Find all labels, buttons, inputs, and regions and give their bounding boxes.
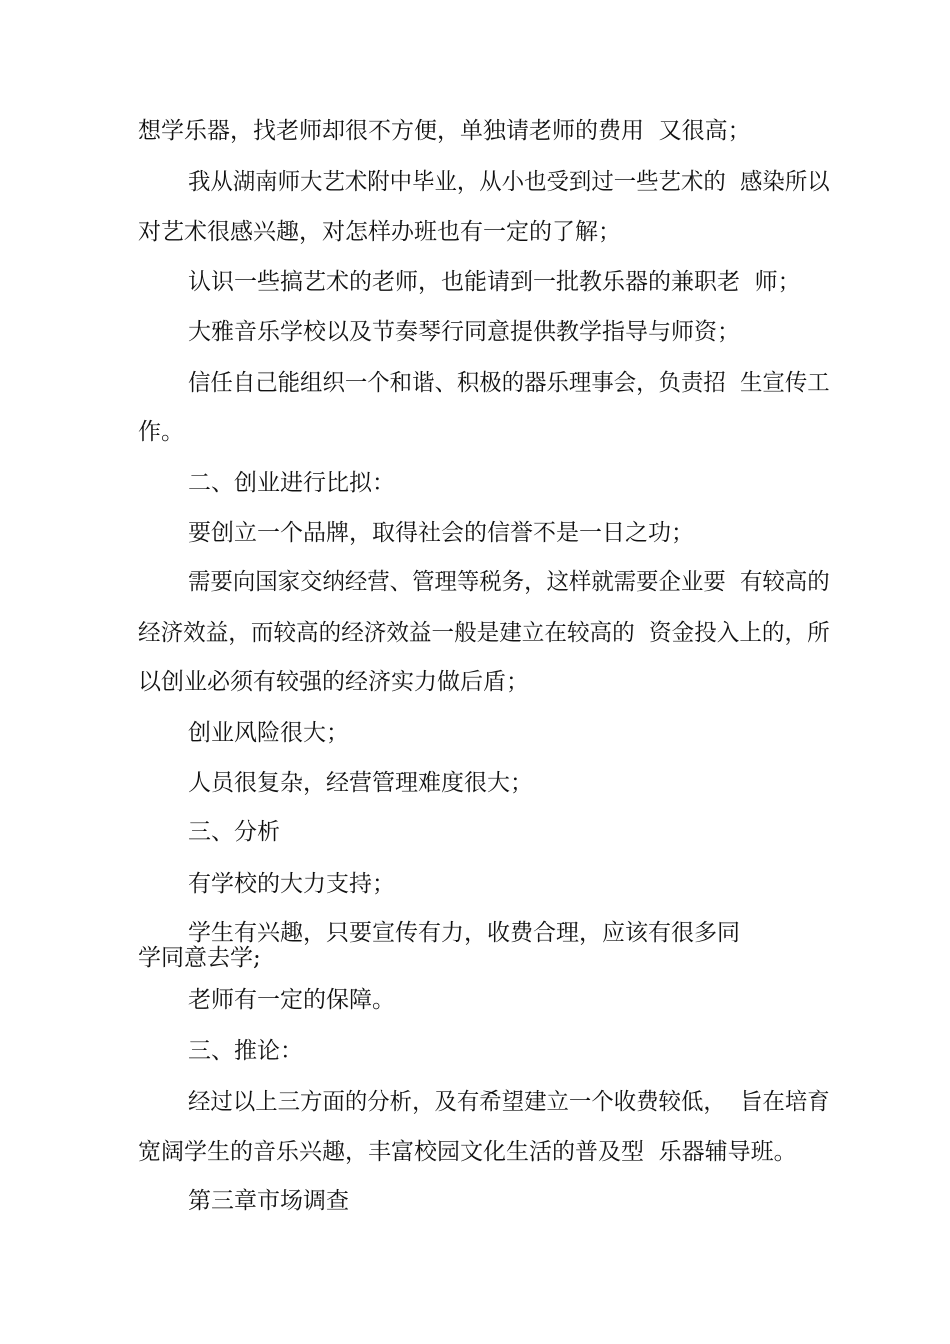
section-heading: 三、推论： xyxy=(188,1038,303,1064)
text-line: 认识一些搞艺术的老师，也能请到一批教乐器的兼职老 师； xyxy=(188,269,801,295)
text-line: 以创业必须有较强的经济实力做后盾； xyxy=(138,669,529,695)
text-line: 人员很复杂，经营管理难度很大； xyxy=(188,770,533,796)
text-line: 经济效益，而较高的经济效益一般是建立在较高的 资金投入上的，所 xyxy=(138,620,830,646)
text-line: 大雅音乐学校以及节奏琴行同意提供教学指导与师资； xyxy=(188,319,740,345)
text-line: 老师有一定的保障。 xyxy=(188,987,395,1013)
text-line: 学同意去学; xyxy=(138,945,261,971)
text-line: 宽阔学生的音乐兴趣，丰富校园文化生活的普及型 乐器辅导班。 xyxy=(138,1139,797,1165)
text-line: 作。 xyxy=(138,419,184,445)
text-line: 经过以上三方面的分析，及有希望建立一个收费较低， 旨在培育 xyxy=(188,1089,830,1115)
text-line: 我从湖南师大艺术附中毕业，从小也受到过一些艺术的 感染所以 xyxy=(188,169,830,195)
text-line: 创业风险很大； xyxy=(188,720,349,746)
section-heading: 二、创业进行比拟： xyxy=(188,470,395,496)
text-line: 想学乐器，找老师却很不方便，单独请老师的费用 又很高； xyxy=(138,118,751,144)
text-line: 需要向国家交纳经营、管理等税务，这样就需要企业要 有较高的 xyxy=(188,569,830,595)
text-line: 要创立一个品牌，取得社会的信誉不是一日之功； xyxy=(188,520,694,546)
text-line: 有学校的大力支持； xyxy=(188,871,395,897)
text-line: 信任自己能组织一个和谐、积极的器乐理事会，负责招 生宣传工 xyxy=(188,370,830,396)
section-heading: 三、分析 xyxy=(188,819,280,845)
text-line: 学生有兴趣，只要宣传有力，收费合理，应该有很多同 xyxy=(188,920,740,946)
text-line: 对艺术很感兴趣，对怎样办班也有一定的了解； xyxy=(138,219,621,245)
chapter-heading: 第三章市场调查 xyxy=(188,1188,349,1214)
